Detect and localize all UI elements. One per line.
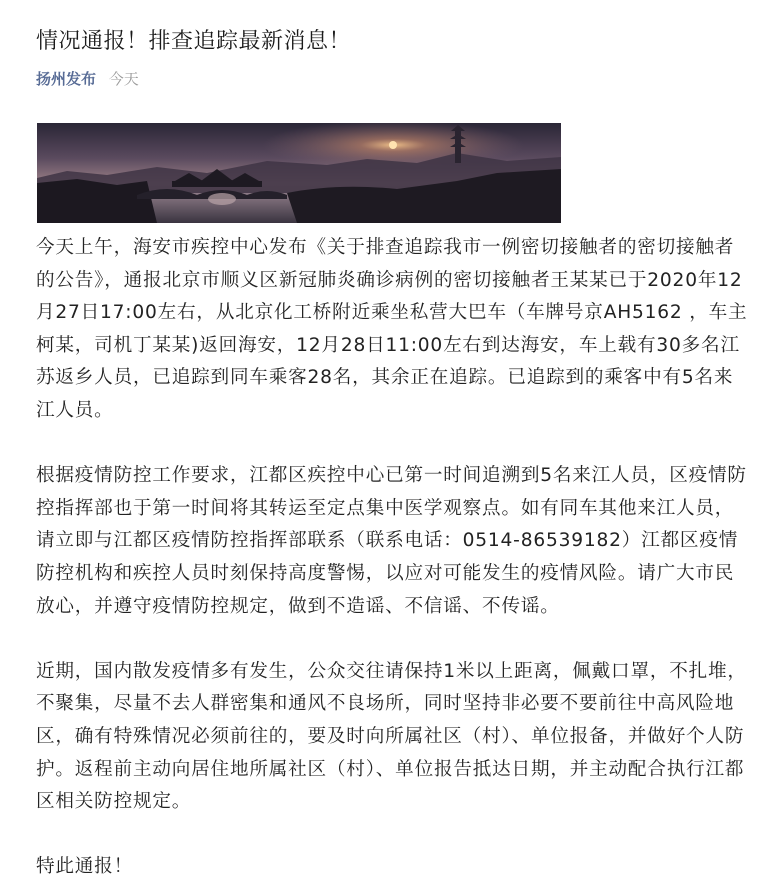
- article-meta: [36, 68, 139, 90]
- article-title: 情况通报！排查追踪最新消息！: [36, 29, 352, 54]
- paragraph: 近期，国内散发疫情多有发生，公众交往请保持1米以上距离，佩戴口罩，不扎堆，不聚集，尽量不去人群密集和通风不良场所，同时坚持非必要不要前往中高风险地区，确有特殊情况必须前往的，要及时向所属社区（村）、单位报备，并做好个人防护。返程前主动向居住地所属社区（村）、单位报告抵达日期，并主动配合执行江都区相关防控规定。: [36, 660, 747, 813]
- paragraph: 今天上午，海安市疾控中心发布《关于排查追踪我市一例密切接触者的密切接触者的公告》，通报北京市顺义区新冠肺炎确诊病例的密切接触者王某某已于2020年12月27日17:00左右，从北京化工桥附近乘坐私营大巴车（车牌号京AH5162 ，车主柯某，司机丁某某)返回海安，12月28日11:00左右到达海安，车上载有30多名江苏返乡人员，已追踪到同车乘客28名，其余正在追踪。已追踪到的乘客中有5名来江人员。: [36, 237, 748, 421]
- article-body: [36, 232, 748, 884]
- account-name-link[interactable]: 扬州发布: [36, 70, 97, 88]
- closing-paragraph: 特此通报！: [36, 856, 133, 878]
- publish-date: 今天: [108, 70, 139, 88]
- header-landscape-image: [37, 123, 561, 223]
- paragraph: 根据疫情防控工作要求，江都区疾控中心已第一时间追溯到5名来江人员，区疫情防控指挥部也于第一时间将其转运至定点集中医学观察点。如有同车其他来江人员，请立即与江都区疫情防控指挥部联系（联系电话：0514-86539182）江都区疫情防控机构和疾控人员时刻保持高度警惕，以应对可能发生的疫情风险。请广大市民放心，并遵守疫情防控规定，做到不造谣、不信谣、不传谣。: [36, 465, 747, 617]
